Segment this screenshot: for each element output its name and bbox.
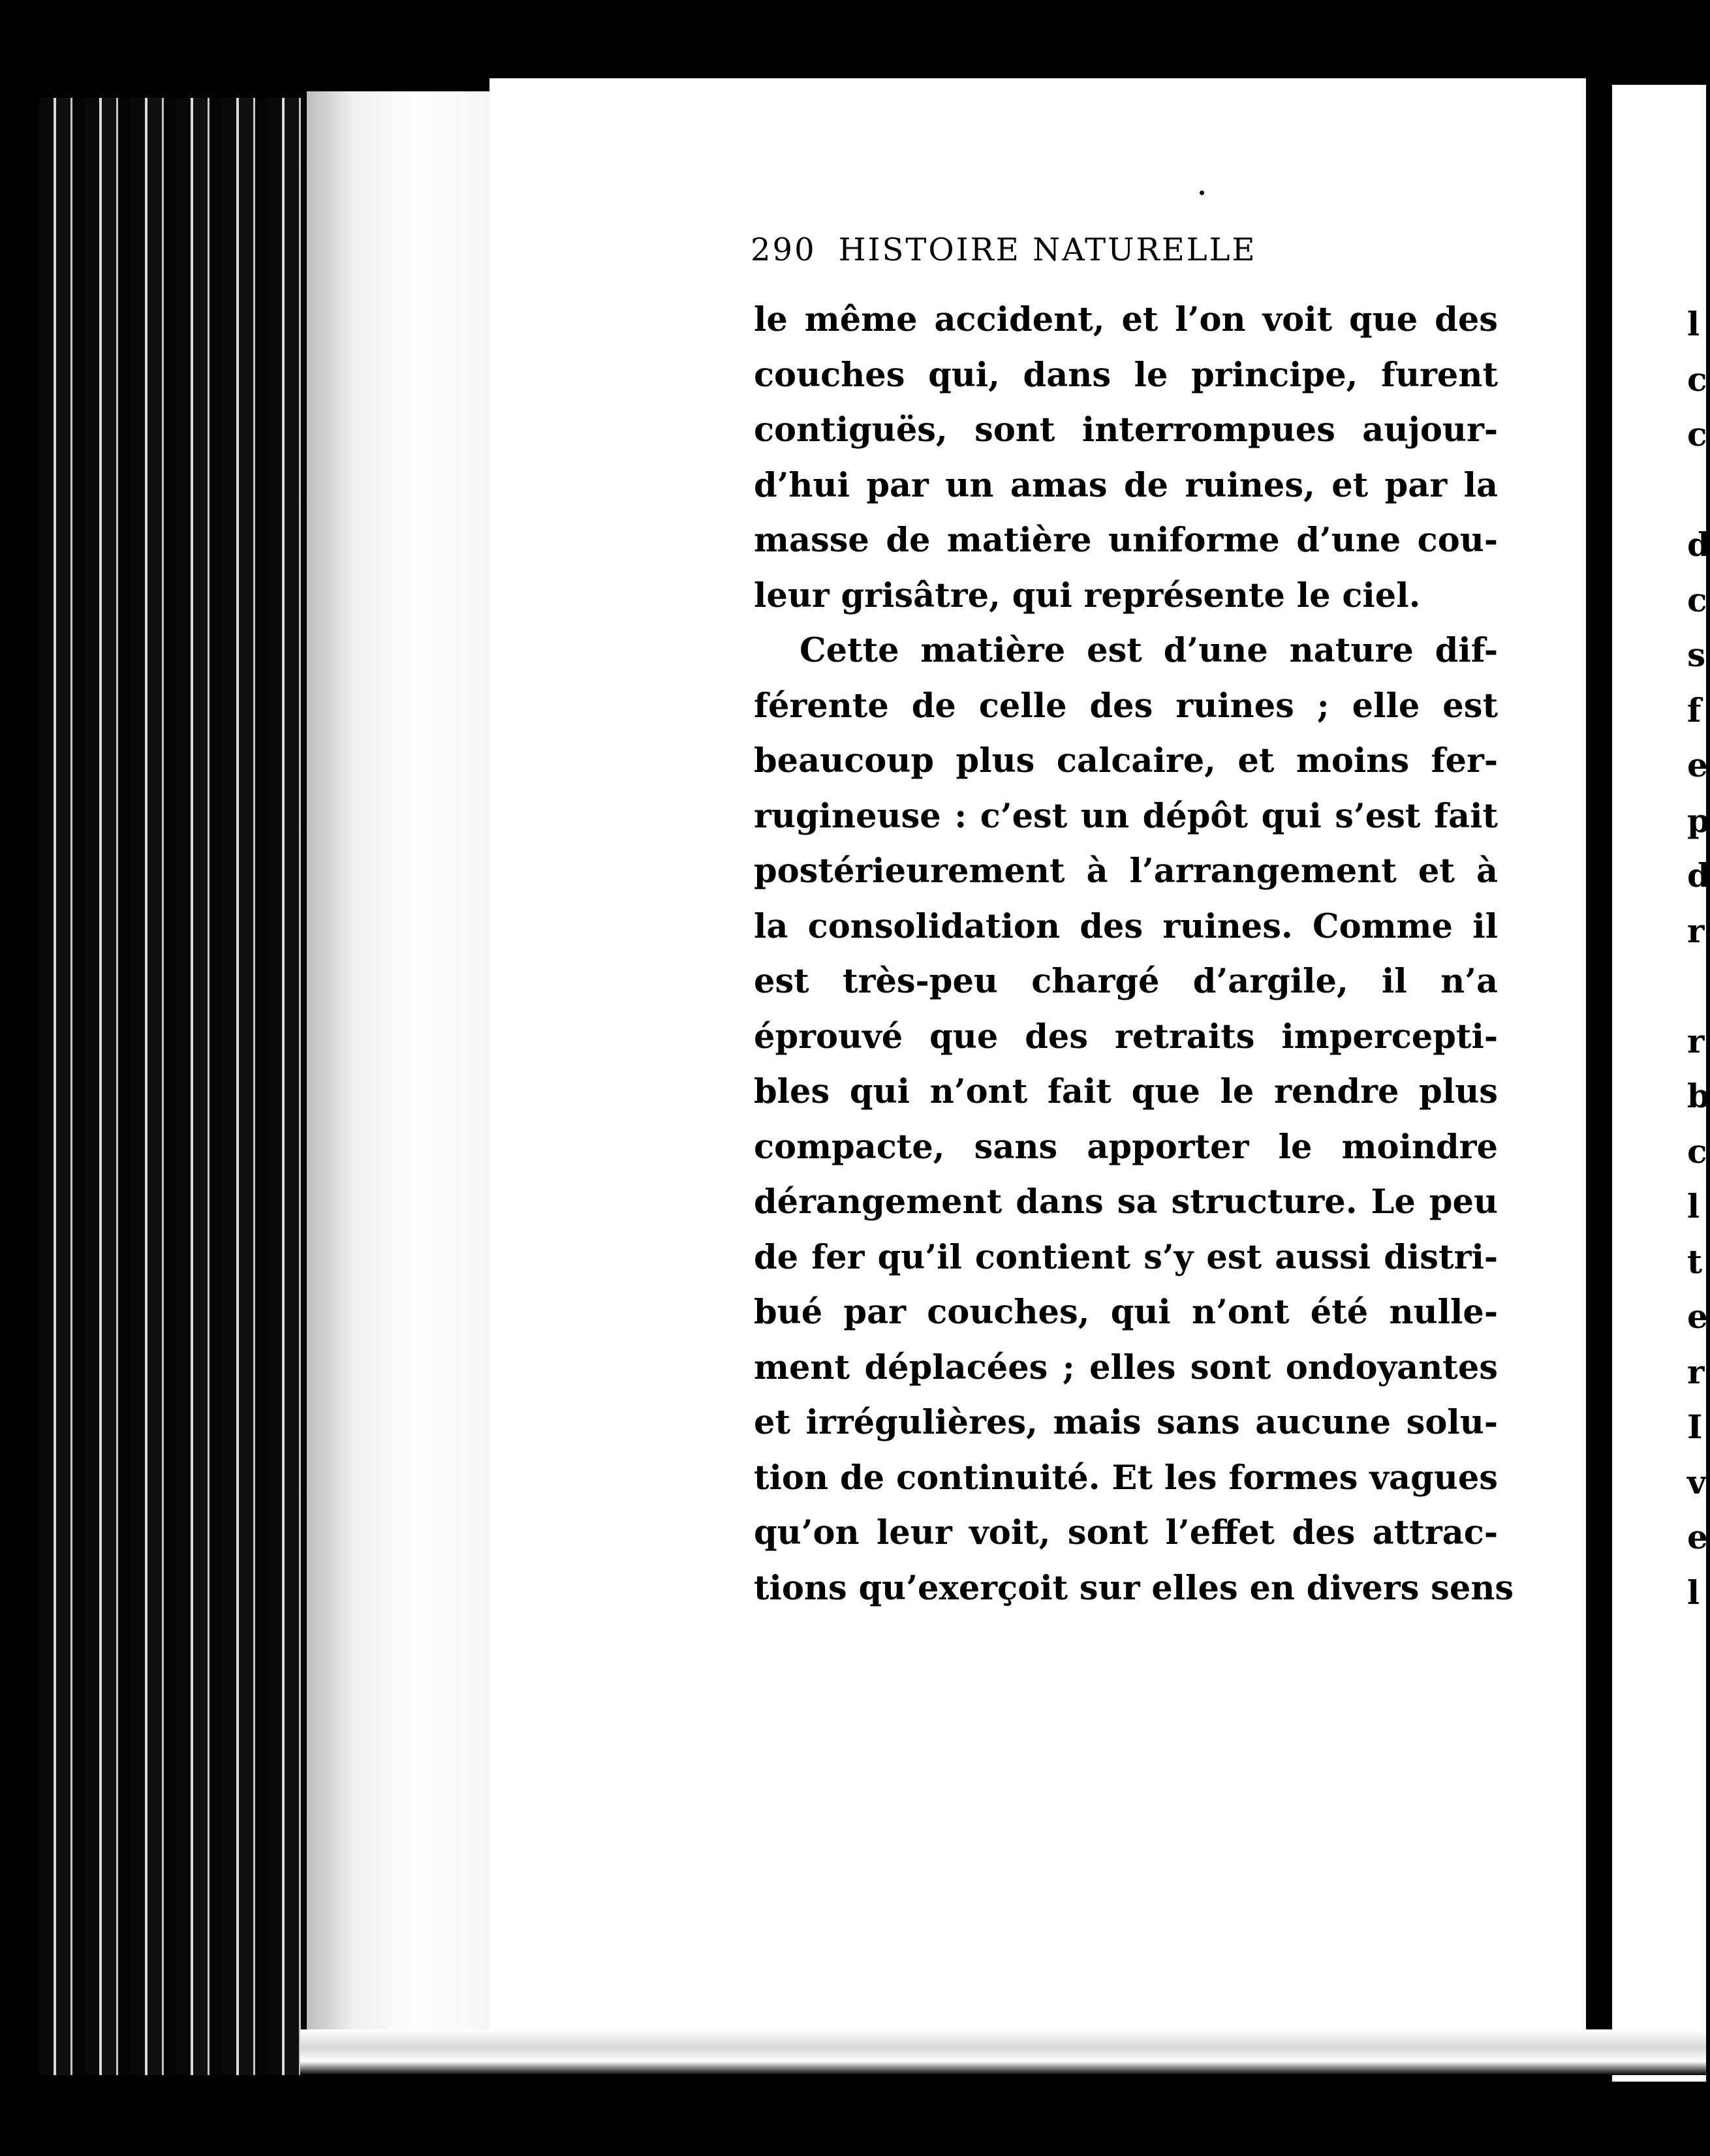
- facing-letter: c: [1687, 415, 1707, 454]
- text-line: bles qui n’ont fait que le rendre plus: [754, 1072, 1498, 1111]
- text-line: est très-peu chargé d’argile, il n’a: [754, 962, 1498, 1001]
- facing-letter: c: [1687, 360, 1707, 399]
- facing-letter: e: [1687, 1518, 1708, 1556]
- facing-letter: I: [1687, 1408, 1703, 1446]
- text-line: ment déplacées ; elles sont ondoyantes: [754, 1348, 1498, 1387]
- ink-speck: [1200, 191, 1204, 195]
- text-line: éprouvé que des retraits impercepti-: [754, 1017, 1498, 1056]
- facing-letter: d: [1687, 856, 1710, 895]
- body-text: [754, 292, 1514, 1616]
- text-line: de fer qu’il contient s’y est aussi distri-: [754, 1237, 1498, 1277]
- facing-letter: s: [1687, 636, 1706, 674]
- facing-letter: b: [1687, 1077, 1710, 1115]
- facing-letter: r: [1687, 1352, 1705, 1391]
- text-line: beaucoup plus calcaire, et moins fer-: [754, 741, 1498, 780]
- facing-letter: d: [1687, 525, 1710, 564]
- facing-letter: r: [1687, 1021, 1705, 1060]
- running-title: HISTOIRE NATURELLE: [838, 232, 1257, 268]
- facing-letter: r: [1687, 911, 1705, 950]
- facing-letter: t: [1687, 1242, 1703, 1281]
- bottom-page-edge: [300, 2029, 1706, 2075]
- text-line: férente de celle des ruines ; elle est: [754, 686, 1498, 726]
- page-edge-shading: [307, 91, 490, 2069]
- running-header: [751, 232, 1403, 268]
- facing-letter: e: [1687, 1297, 1708, 1336]
- facing-letter: c: [1687, 1132, 1707, 1171]
- page-number: 290: [751, 232, 816, 268]
- text-line: contiguës, sont interrompues aujour-: [754, 410, 1498, 450]
- facing-letter: l: [1687, 1187, 1700, 1225]
- text-line: dérangement dans sa structure. Le peu: [754, 1182, 1498, 1222]
- facing-letter: l: [1687, 305, 1700, 343]
- text-line: qu’on leur voit, sont l’effet des attrac-: [754, 1513, 1498, 1552]
- text-line: masse de matière uniforme d’une cou-: [754, 521, 1498, 560]
- facing-letter: c: [1687, 580, 1707, 619]
- facing-letter: f: [1687, 690, 1702, 730]
- text-line: d’hui par un amas de ruines, et par la: [754, 465, 1498, 505]
- paragraph-start-line: Cette matière est d’une nature dif-: [800, 631, 1498, 670]
- facing-letter: [1687, 463, 1706, 518]
- text-line: le même accident, et l’on voit que des: [754, 300, 1498, 339]
- text-line: tion de continuité. Et les formes vagues: [754, 1458, 1498, 1498]
- facing-letter: l: [1687, 1573, 1700, 1612]
- facing-page-cropped-text: [1687, 297, 1710, 1620]
- facing-letter: p: [1687, 801, 1710, 840]
- book-gutter: [1586, 78, 1612, 2088]
- text-line: la consolidation des ruines. Comme il: [754, 906, 1498, 946]
- facing-letter: e: [1687, 746, 1708, 784]
- text-line: et irrégulières, mais sans aucune solu-: [754, 1403, 1498, 1442]
- text-line: couches qui, dans le principe, furent: [754, 355, 1498, 395]
- text-line: leur grisâtre, qui représente le ciel.: [754, 576, 1421, 615]
- text-line: bué par couches, qui n’ont été nulle-: [754, 1293, 1498, 1332]
- text-line: rugineuse : c’est un dépôt qui s’est fait: [754, 796, 1498, 836]
- text-line: postérieurement à l’arrangement et à: [754, 852, 1498, 891]
- facing-letter: v: [1687, 1462, 1707, 1502]
- facing-letter: [1687, 959, 1706, 1014]
- text-line: tions qu’exerçoit sur elles en divers sens: [754, 1568, 1514, 1608]
- text-line: compacte, sans apporter le moindre: [754, 1127, 1498, 1167]
